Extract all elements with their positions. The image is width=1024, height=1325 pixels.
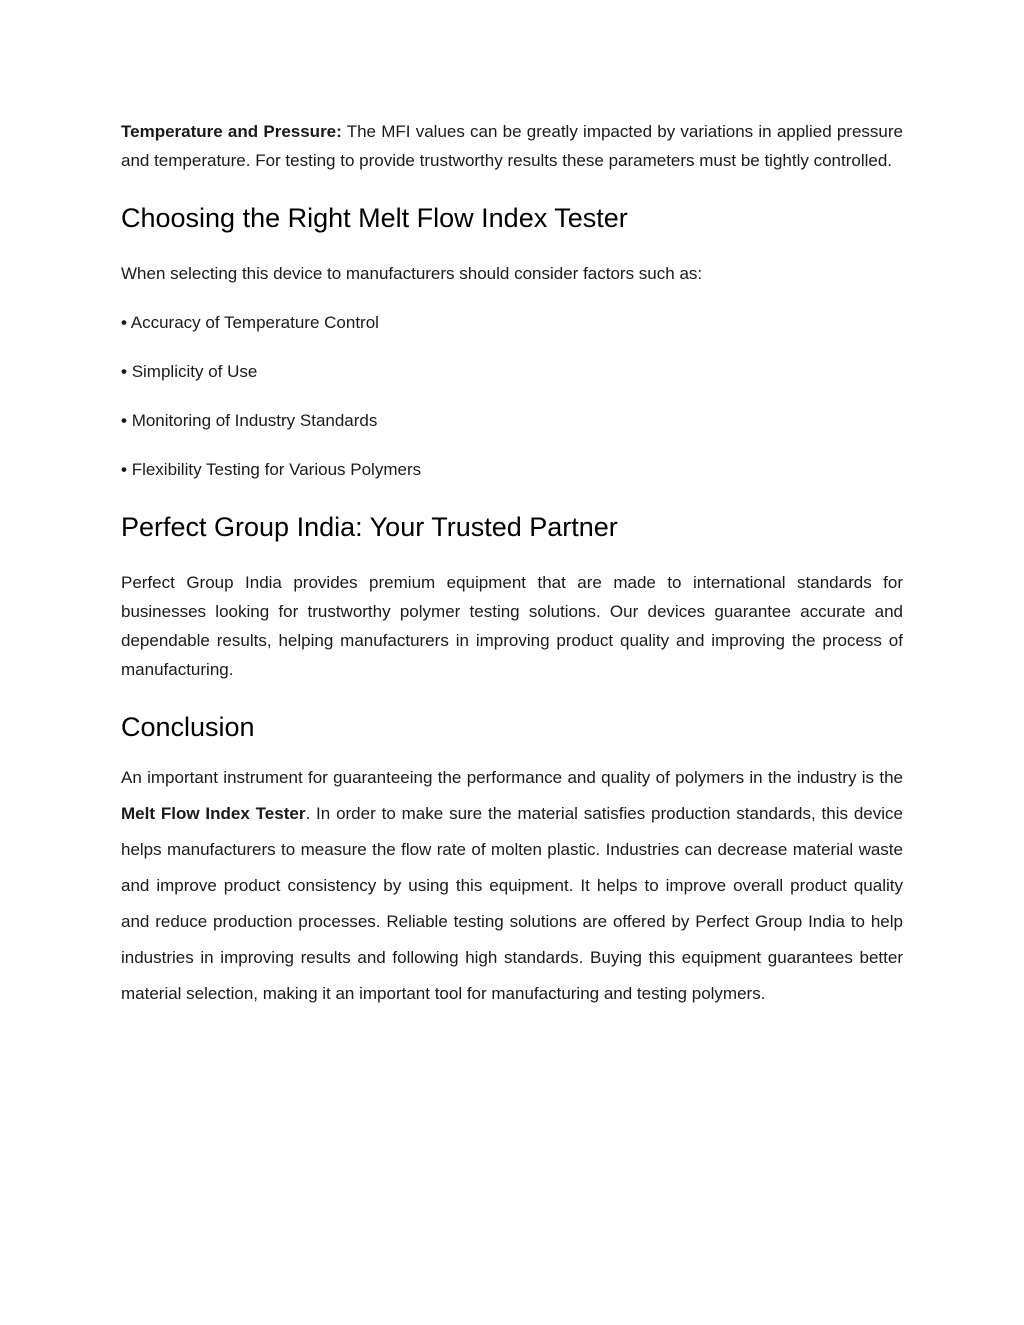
- bullet-icon: •: [121, 411, 127, 430]
- list-item-text: Flexibility Testing for Various Polymers: [131, 460, 422, 479]
- choosing-heading: Choosing the Right Melt Flow Index Tester: [121, 203, 628, 233]
- document-page: [121, 117, 903, 1012]
- temperature-pressure-text: The MFI values can be greatly impacted by variations in applied pressure and temperature. For testing to provide trustworthy results these parameters must be tightly controlled.: [121, 122, 903, 170]
- list-item: [121, 406, 903, 435]
- conclusion-paragraph: [121, 760, 903, 1012]
- partner-heading: Perfect Group India: Your Trusted Partner: [121, 512, 618, 542]
- temperature-pressure-label: Temperature and Pressure:: [121, 122, 342, 141]
- list-item: [121, 357, 903, 386]
- temperature-pressure-paragraph: [121, 117, 903, 175]
- factors-list: [121, 308, 903, 484]
- conclusion-text-before: An important instrument for guaranteeing the performance and quality of polymers in the industry is the: [121, 768, 903, 787]
- list-item: [121, 455, 903, 484]
- conclusion-heading: Conclusion: [121, 712, 255, 742]
- bullet-icon: •: [121, 460, 127, 479]
- bullet-icon: •: [121, 313, 127, 332]
- list-item-text: Accuracy of Temperature Control: [130, 313, 379, 332]
- bullet-icon: •: [121, 362, 127, 381]
- list-item: [121, 308, 903, 337]
- list-item-text: Monitoring of Industry Standards: [131, 411, 378, 430]
- conclusion-bold-term: Melt Flow Index Tester: [121, 804, 306, 823]
- conclusion-text-after: . In order to make sure the material satisfies production standards, this device helps manufacturers to measure the flow rate of molten plastic. Industries can decrease material waste and improve product consistency by using this equipment. It helps to improve overall product quality and reduce production processes. Reliable testing solutions are offered by Perfect Group India to help industries in improving results and following high standards. Buying this equipment guarantees better material selection, making it an important tool for manufacturing and testing polymers.: [121, 804, 903, 1003]
- list-item-text: Simplicity of Use: [131, 362, 258, 381]
- partner-paragraph: Perfect Group India provides premium equipment that are made to international standards for businesses looking for trustworthy polymer testing solutions. Our devices guarantee accurate and dependable results, helping manufacturers in improving product quality and improving the process of manufacturing.: [121, 573, 903, 679]
- choosing-intro: When selecting this device to manufacturers should consider factors such as:: [121, 264, 703, 283]
